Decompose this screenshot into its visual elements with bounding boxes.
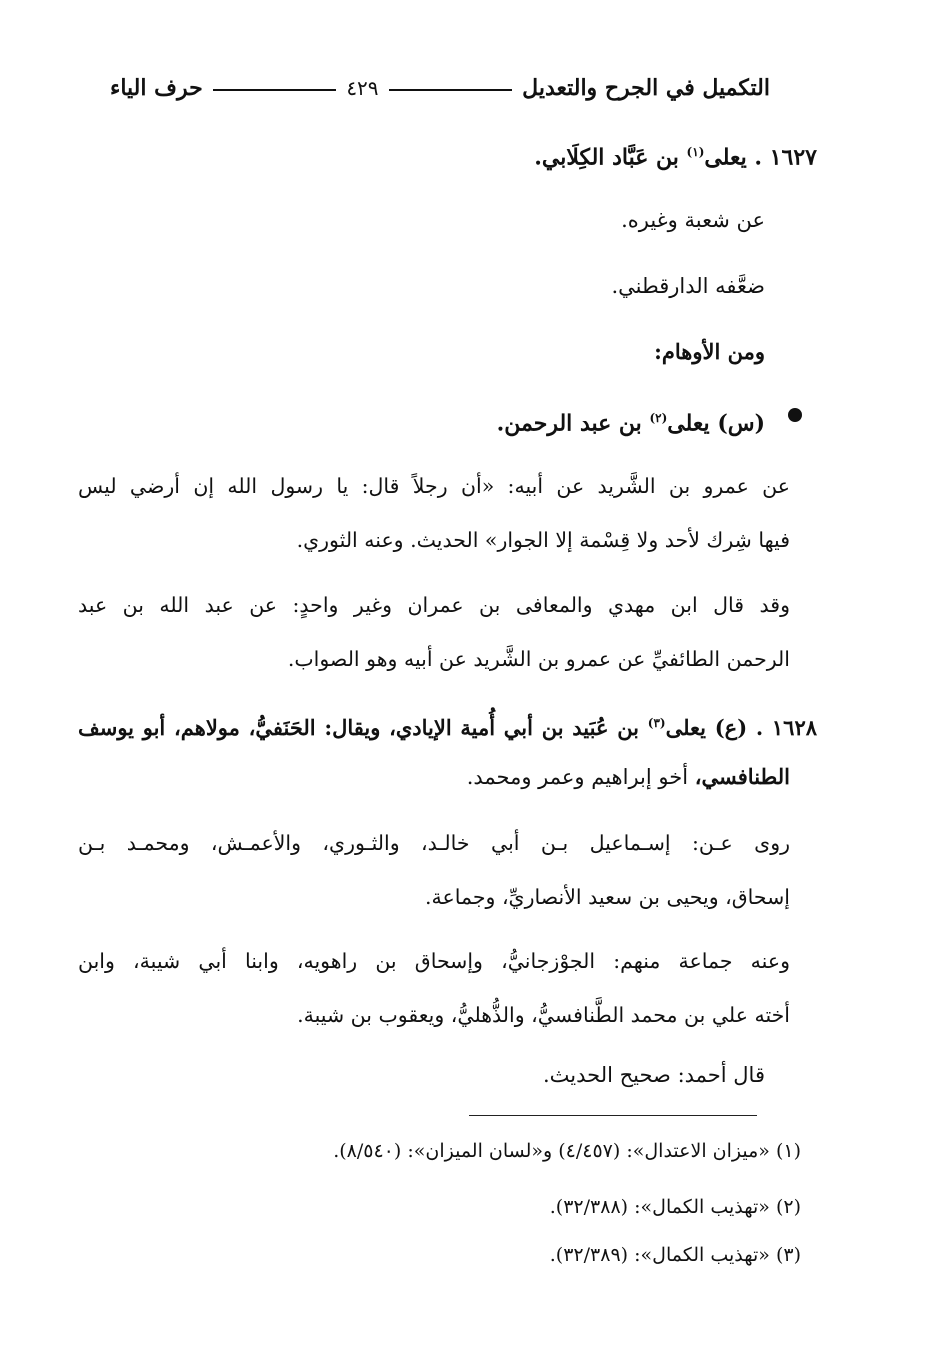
entry-1628-line: قال أحمد: صحيح الحديث. xyxy=(542,1063,765,1087)
brothers: أخو إبراهيم وعمر ومحمد. xyxy=(466,765,689,789)
awham-heading: ومن الأوهام: xyxy=(654,339,765,364)
wahm-paragraph-line: عن عمرو بن الشَّريد عن أبيه: «أن رجلاً قال: يا رسول الله إن أرضي ليس xyxy=(78,474,790,498)
narrator-name: (ع) يعلى xyxy=(665,715,748,740)
entry-1628-line: روى عـن: إسـماعيل بـن أبي خالـد، والثـوري، والأعمـش، ومحمـد بـن xyxy=(78,831,790,855)
narrator-lineage: بن عُبَيد بن أبي أُمية الإيادي، ويقال: الحَنَفيُّ، مولاهم، أبو يوسف xyxy=(78,715,640,740)
footnote-ref: (١) xyxy=(686,145,705,159)
footnote: (٢) «تهذيب الكمال»: (٣٢/٣٨٨). xyxy=(549,1196,801,1218)
header-dash xyxy=(389,89,513,91)
entry-1627-heading xyxy=(534,132,817,177)
running-header xyxy=(110,68,770,108)
header-dash xyxy=(213,89,337,91)
nisba: الطنافسي، xyxy=(694,764,790,789)
wahm-lineage: بن عبد الرحمن. xyxy=(496,410,642,437)
footnote-ref: (٣) xyxy=(647,716,666,730)
wahm-name: (س) يعلى xyxy=(667,410,765,437)
entry-number: ١٦٢٨ . xyxy=(755,715,818,740)
footnote: (١) «ميزان الاعتدال»: (٤/٤٥٧) و«لسان الميزان»: (٨/٥٤٠). xyxy=(333,1140,801,1162)
narrator-name: يعلى xyxy=(704,144,747,171)
entry-1628-line: وعنه جماعة منهم: الجوْزجانيُّ، وإسحاق بن راهويه، وابنا أبي شيبة، وابن xyxy=(78,949,790,973)
footnote-ref: (٢) xyxy=(649,411,668,425)
wahm-paragraph-line: وقد قال ابن مهدي والمعافى بن عمران وغير واحدٍ: عن عبد الله بن عبد xyxy=(78,593,790,617)
entry-1627-line: عن شعبة وغيره. xyxy=(621,208,765,232)
entry-1628-line: أخته علي بن محمد الطَّنافسيُّ، والذُّهليُّ، ويعقوب بن شيبة. xyxy=(297,1003,790,1027)
footnote: (٣) «تهذيب الكمال»: (٣٢/٣٨٩). xyxy=(549,1244,801,1266)
wahm-paragraph-line: الرحمن الطائفيِّ عن عمرو بن الشَّريد عن أبيه وهو الصواب. xyxy=(287,647,790,671)
entry-1628-line: إسحاق، ويحيى بن سعيد الأنصاريِّ، وجماعة. xyxy=(425,885,790,909)
page-number: ٤٢٩ xyxy=(346,76,379,100)
book-title: التكميل في الجرح والتعديل xyxy=(522,75,770,101)
entry-1627-line: ضعَّفه الدارقطني. xyxy=(611,274,765,298)
narrator-lineage: بن عَبَّاد الكِلَابي. xyxy=(534,144,679,171)
wahm-heading xyxy=(497,398,765,443)
entry-number: ١٦٢٧ . xyxy=(754,144,817,171)
footnote-rule xyxy=(469,1115,757,1116)
bullet-icon xyxy=(788,408,802,422)
entry-1628-heading-cont xyxy=(467,757,790,797)
entry-1628-heading xyxy=(78,703,817,748)
section-title: حرف الياء xyxy=(109,75,203,101)
wahm-paragraph-line: فيها شِرك لأحد ولا قِسْمة إلا الجوار» الحديث. وعنه الثوري. xyxy=(296,528,790,552)
